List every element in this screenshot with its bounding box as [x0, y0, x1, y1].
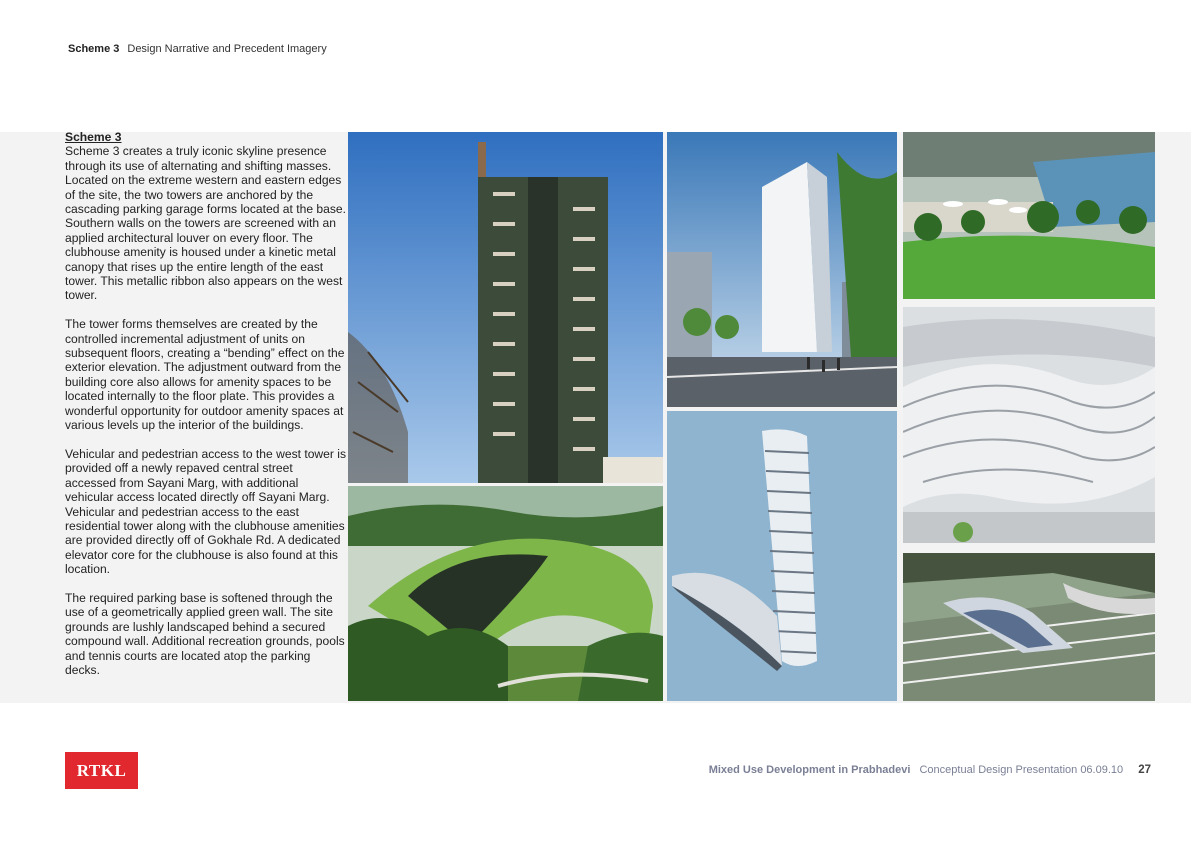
- page-title: Design Narrative and Precedent Imagery: [127, 43, 327, 55]
- precedent-image-aerial-plan: [903, 553, 1155, 701]
- narrative-paragraph-1: Scheme 3 creates a truly iconic skyline presence through its use of alternating and shifting masses. Located on the extreme western and eastern edges of the site, the two towers are anchored by the cascading parking garage forms located at the base. Southern walls on the towers are screened with an applied architectural louver on every floor. The clubhouse amenity is housed under a kinetic metal canopy that rises up the entire length of the east tower. This metallic ribbon also appears on the west tower.: [65, 144, 347, 303]
- precedent-image-plaza: [903, 132, 1155, 299]
- page-number: 27: [1138, 764, 1151, 776]
- narrative-heading: Scheme 3: [65, 130, 122, 144]
- project-name: Mixed Use Development in Prabhadevi: [708, 764, 911, 776]
- precedent-image-flowing-structure: [903, 307, 1155, 543]
- presentation-date: 06.09.10: [1080, 764, 1124, 776]
- precedent-image-twisted-tower: [667, 411, 897, 701]
- page-header: [68, 43, 327, 55]
- design-narrative: [65, 130, 347, 692]
- narrative-paragraph-3: Vehicular and pedestrian access to the west tower is provided off a newly repaved central street accessed from Sayani Marg, with additional vehicular access located directly off Sayani Marg. Vehicular and pedestrian access to the east residential tower along with the clubhouse amenities are provided directly off of Gokhale Rd. A dedicated elevator core for the clubhouse is also found at this location.: [65, 446, 346, 577]
- page-footer: [709, 764, 1151, 776]
- precedent-image-green-roof: [348, 486, 663, 701]
- narrative-paragraph-4: The required parking base is softened through the use of a geometrically applied green wall. The site grounds are lushly landscaped behind a secured compound wall. Additional recreation grounds, pools and tennis courts are located atop the parking decks.: [65, 590, 345, 677]
- narrative-paragraph-2: The tower forms themselves are created by the controlled incremental adjustment of units on subsequent floors, creating a “bending” effect on the exterior elevation. The adjustment outward from the building core also allows for amenity spaces to be located internally to the floor plate. This provides a wonderful opportunity for outdoor amenity spaces at various levels up the interior of the buildings.: [65, 317, 345, 433]
- scheme-label: Scheme 3: [68, 43, 120, 55]
- precedent-image-tower: [348, 132, 663, 483]
- rtkl-logo: RTKL: [65, 752, 138, 789]
- presentation-name: Conceptual Design Presentation: [919, 764, 1078, 776]
- precedent-image-street-render: [667, 132, 897, 407]
